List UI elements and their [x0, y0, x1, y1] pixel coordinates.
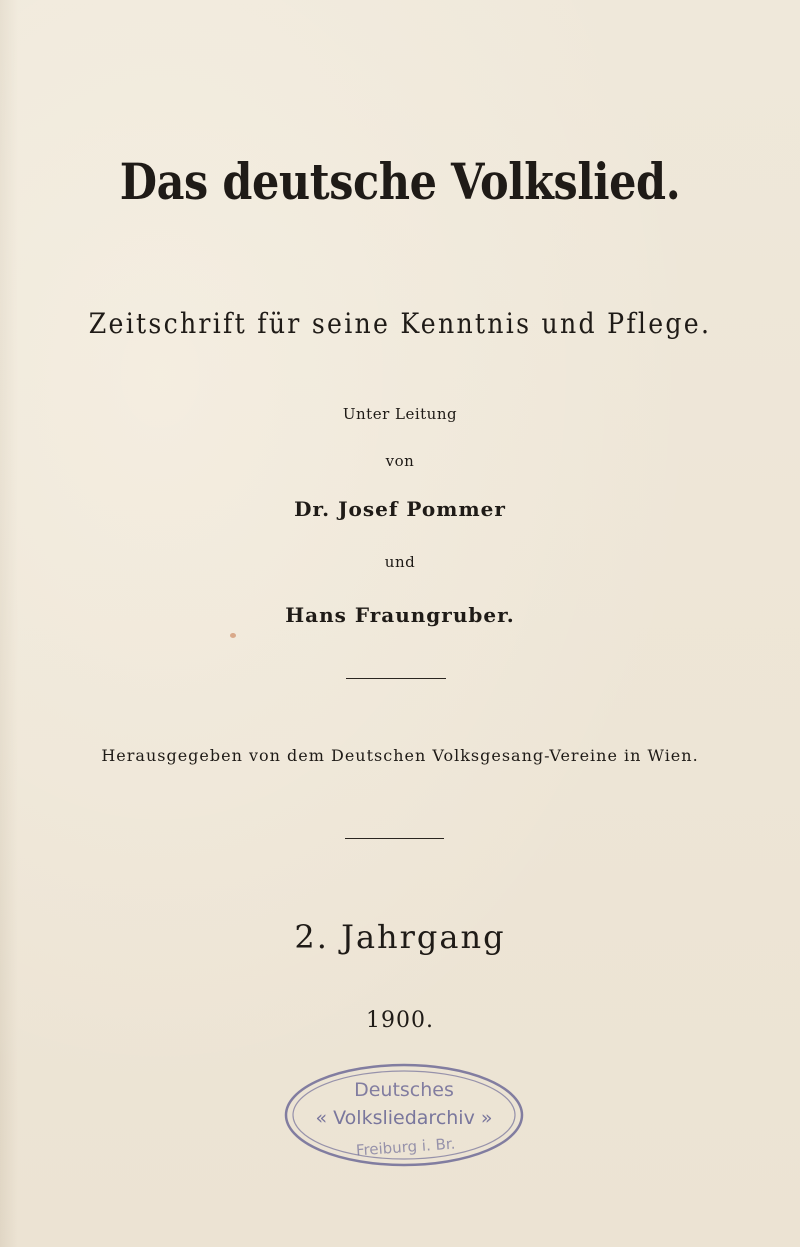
stamp-line-3: Freiburg i. Br. — [355, 1134, 456, 1160]
paper-stain — [230, 633, 236, 638]
editor-name-2: Hans Fraungruber. — [285, 603, 515, 627]
stamp-inner-ring — [293, 1071, 515, 1159]
stamp-line-2: « Volksliedarchiv » — [315, 1107, 493, 1129]
volume-label: 2. Jahrgang — [294, 918, 506, 956]
stamp-outer-ring — [286, 1065, 522, 1165]
journal-subtitle: Zeitschrift für seine Kenntnis und Pflege. — [88, 307, 712, 340]
publisher-line: Herausgegeben von dem Deutschen Volksgesang-Vereine in Wien. — [101, 746, 699, 765]
editor-name-1: Dr. Josef Pommer — [294, 497, 506, 521]
divider-rule-top — [346, 678, 446, 679]
divider-rule-bottom — [345, 838, 444, 839]
and-label: und — [384, 553, 416, 571]
direction-label: Unter Leitung — [342, 405, 458, 423]
stamp-line-1: Deutsches — [354, 1079, 454, 1101]
publication-year: 1900. — [366, 1008, 434, 1033]
journal-title: Das deutsche Volkslied. — [119, 152, 681, 211]
by-label: von — [385, 452, 415, 470]
